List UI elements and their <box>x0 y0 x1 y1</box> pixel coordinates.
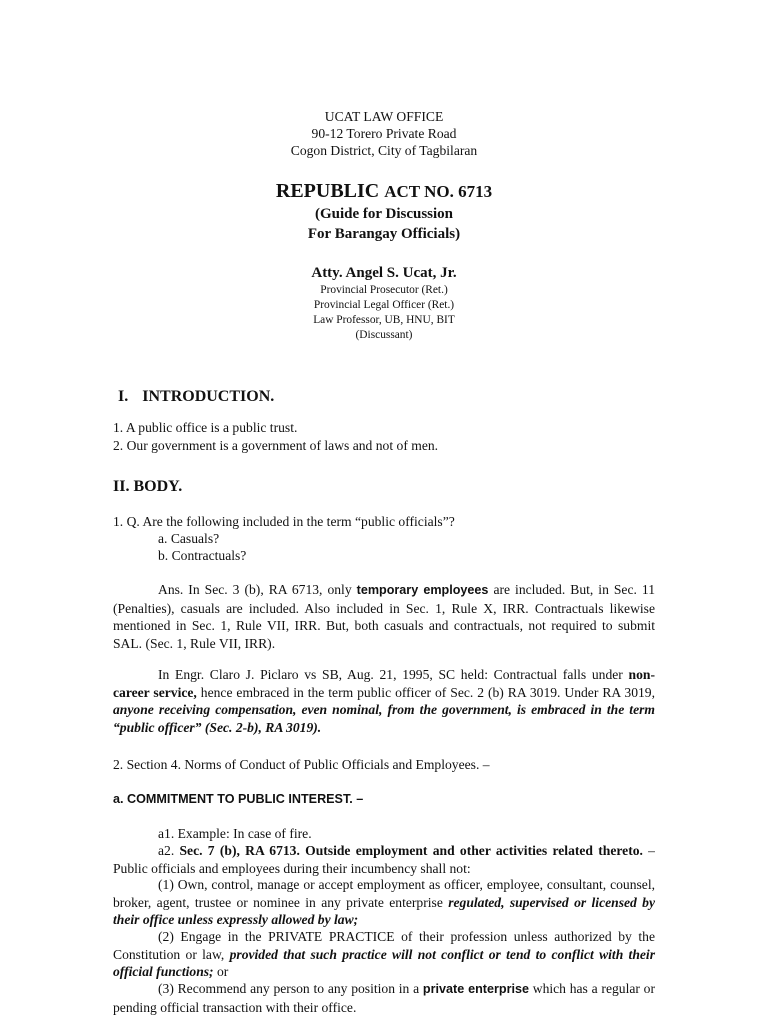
emphasis-bold-italic: provided that such practice will not conflict or tend to conflict with their official functions; <box>113 946 655 979</box>
title-act-no: ACT NO. 6713 <box>384 182 493 201</box>
section-numeral: I. <box>118 388 129 405</box>
author-credential: Provincial Prosecutor (Ret.) <box>320 284 448 296</box>
subheading-commitment: a. COMMITMENT TO PUBLIC INTEREST. – <box>113 792 364 806</box>
section-title: INTRODUCTION. <box>142 388 275 405</box>
emphasis-bold-italic: regulated, supervised or licensed by their office unless expressly allowed by law; <box>113 894 655 927</box>
answer-paragraph: Ans. In Sec. 3 (b), RA 6713, only temporary employees are included. But, in Sec. 11 (Penalties), casuals are included. Also included in Sec. 1, Rule X, IRR. Contractuals likewise mentioned in Sec. 1, Rule VII, IRR. But, both casuals and contractuals, not required to submit SAL. (Sec. 1, Rule VII, IRR). <box>113 582 655 651</box>
section-heading-introduction <box>118 387 274 407</box>
emphasis-bold: non-career service, <box>113 667 655 700</box>
subtitle-line-1: (Guide for Discussion <box>314 206 454 222</box>
subtitle-line-2: For Barangay Officials) <box>307 226 461 242</box>
author-credential: Law Professor, UB, HNU, BIT <box>313 314 455 326</box>
section-heading-body: II. BODY. <box>113 478 183 495</box>
office-city: Cogon District, City of Tagbilaran <box>290 143 478 158</box>
emphasis-bold-italic: anyone receiving compensation, even nominal, from the government, is embraced in the term “public officer” (Sec. 2-b), RA 3019). <box>113 702 655 735</box>
provision-2: (2) Engage in the PRIVATE PRACTICE of their profession unless authorized by the Constitution or law, provided that such practice will not conflict or tend to conflict with their official functions; or <box>113 929 655 979</box>
emphasis-bold: Sec. 7 (b), RA 6713. Outside employment and other activities related thereto. <box>179 843 643 858</box>
emphasis-bold: private enterprise <box>422 982 529 996</box>
author-credential: Provincial Legal Officer (Ret.) <box>313 299 455 311</box>
title-word-republic: REPUBLIC <box>275 180 380 202</box>
emphasis-bold: temporary employees <box>356 583 489 597</box>
item-a2-paragraph: a2. Sec. 7 (b), RA 6713. Outside employment and other activities related thereto. – Public officials and employees during their incumbency shall not: <box>113 843 655 876</box>
intro-item: 2. Our government is a government of laws and not of men. <box>113 438 439 453</box>
document-title <box>0 179 768 204</box>
author-name: Atty. Angel S. Ucat, Jr. <box>311 265 457 281</box>
section-4-line: 2. Section 4. Norms of Conduct of Public Officials and Employees. – <box>113 757 490 772</box>
intro-item: 1. A public office is a public trust. <box>113 420 298 435</box>
office-name: UCAT LAW OFFICE <box>324 109 444 124</box>
provision-3: (3) Recommend any person to any position in a private enterprise which has a regular or pending official transaction with their office. <box>113 981 655 1015</box>
question-1: 1. Q. Are the following included in the term “public officials”? <box>113 514 455 529</box>
office-address: 90-12 Torero Private Road <box>311 126 457 141</box>
item-a1: a1. Example: In case of fire. <box>158 826 312 841</box>
author-credential: (Discussant) <box>355 329 413 341</box>
provision-1: (1) Own, control, manage or accept employment as officer, employee, consultant, counsel, broker, agent, trustee or nominee in any private enterprise regulated, supervised or licensed by their office unless expressly allowed by law; <box>113 877 655 927</box>
question-1-option: a. Casuals? <box>158 531 220 546</box>
case-paragraph: In Engr. Claro J. Piclaro vs SB, Aug. 21, 1995, SC held: Contractual falls under non-career service, hence embraced in the term public officer of Sec. 2 (b) RA 3019. Under RA 3019, anyone receiving compensation, even nominal, from the government, is embraced in the term “public officer” (Sec. 2-b), RA 3019). <box>113 667 655 735</box>
question-1-option: b. Contractuals? <box>158 548 247 563</box>
